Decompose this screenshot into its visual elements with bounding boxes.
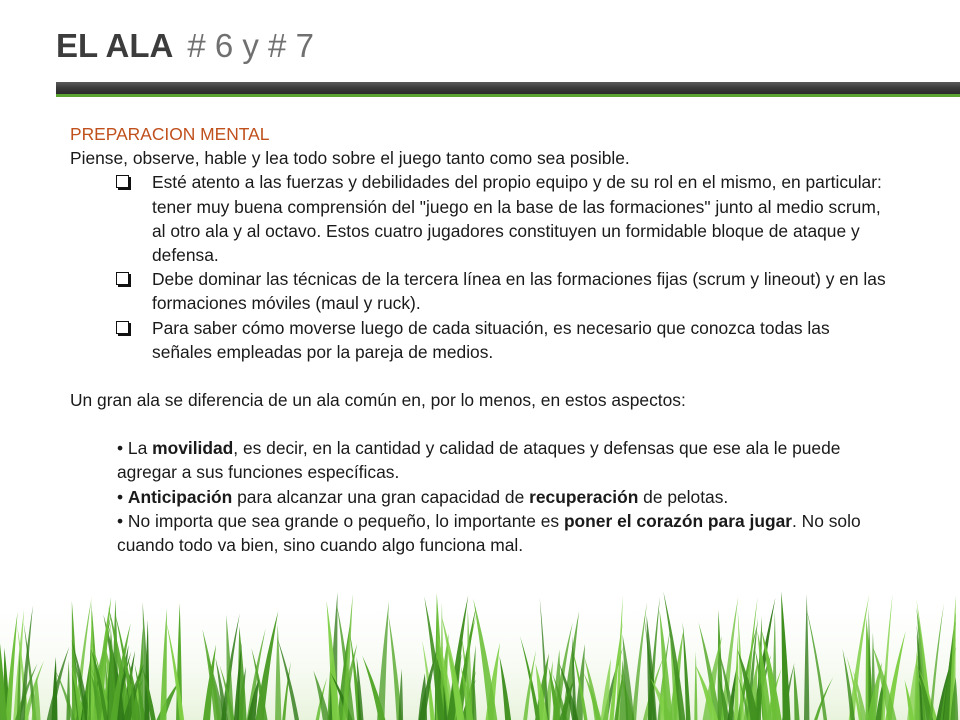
- title-main: EL ALA: [56, 27, 174, 64]
- point-emphasis: Anticipación: [127, 486, 233, 507]
- section-heading: PREPARACION MENTAL: [70, 124, 270, 144]
- checkbox-bullet-icon: [116, 272, 129, 285]
- intro-text: Piense, observe, hable y lea todo sobre el juego tanto como sea posible.: [70, 148, 630, 169]
- list-item: [152, 267, 890, 315]
- slide-content: [70, 122, 890, 557]
- bullet-text: Esté atento a las fuerzas y debilidades del propio equipo y de su rol en el mismo, en particular: tener muy buena comprensión del "juego en la base de las formaciones" junto al medio scrum, al otro ala y al octavo. Estos cuatro jugadores constituyen un formidable bloque de ataque y defensa.: [152, 172, 882, 266]
- point-emphasis: recuperación: [529, 486, 639, 507]
- point-emphasis: movilidad: [152, 438, 234, 459]
- list-item: [152, 316, 890, 364]
- title-subtitle: # 6 y # 7: [187, 27, 314, 64]
- point-text: para alcanzar una gran capacidad de: [232, 486, 530, 507]
- spacer: [70, 412, 890, 436]
- checkbox-bullet-list: [70, 170, 890, 364]
- spacer: [70, 364, 890, 388]
- point-text: , es decir, en la cantidad y calidad de ataques y defensas que ese ala le puede agregar a sus funciones específicas.: [117, 438, 841, 483]
- title-divider-dark: [56, 82, 960, 94]
- dot-point-list: [70, 436, 890, 557]
- checkbox-bullet-icon: [116, 321, 129, 334]
- point-text: • La: [117, 438, 153, 459]
- point-emphasis: poner el corazón para jugar: [563, 510, 793, 531]
- point-text: •: [117, 486, 128, 507]
- point-text: de pelotas.: [638, 486, 729, 507]
- bullet-text: Debe dominar las técnicas de la tercera línea en las formaciones fijas (scrum y lineout) y en las formaciones móviles (maul y ruck).: [152, 269, 886, 314]
- point-anticipation: [117, 485, 890, 509]
- list-item: [152, 170, 890, 267]
- grass-decoration: [0, 590, 960, 720]
- differs-text: Un gran ala se diferencia de un ala común en, por lo menos, en estos aspectos:: [70, 390, 686, 411]
- title-divider-green: [56, 94, 960, 97]
- point-text: . No solo cuando todo va bien, sino cuando algo funciona mal.: [117, 510, 861, 556]
- point-mobility: [117, 436, 890, 484]
- point-text: • No importa que sea grande o pequeño, lo importante es: [117, 510, 564, 531]
- checkbox-bullet-icon: [116, 175, 129, 188]
- slide-title: [56, 24, 314, 68]
- bullet-text: Para saber cómo moverse luego de cada situación, es necesario que conozca todas las señales empleadas por la pareja de medios.: [152, 317, 830, 362]
- point-heart: [117, 509, 890, 557]
